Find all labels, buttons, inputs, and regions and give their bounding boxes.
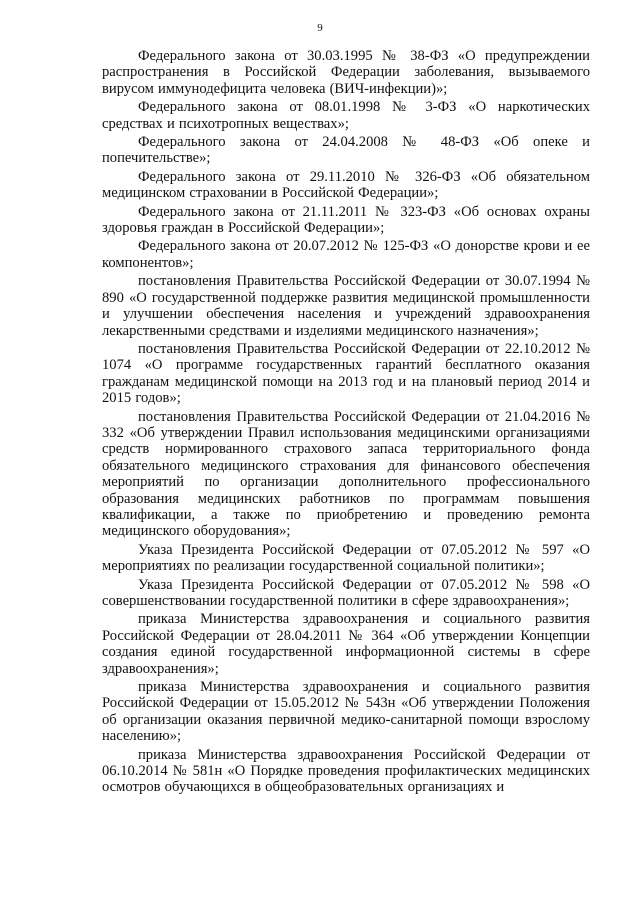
paragraph-decree-1074: постановления Правительства Российской Федерации от 22.10.2012 № 1074 «О программе государственных гарантий бесплатного оказания гражданам медицинской помощи на 2013 год и на плановый период 2014 и 2015 годов»; bbox=[102, 340, 590, 407]
paragraph-edict-598: Указа Президента Российской Федерации от 07.05.2012 № 598 «О совершенствовании государственной политики в сфере здравоохранения»; bbox=[102, 576, 590, 609]
paragraph-law-48fz: Федерального закона от 24.04.2008 № 48-ФЗ «Об опеке и попечительстве»; bbox=[102, 134, 590, 167]
paragraph-decree-332: постановления Правительства Российской Федерации от 21.04.2016 № 332 «Об утверждении Правил использования медицинскими организациями средств нормированного страхового запаса территориального фонда обязательного медицинского страхования для финансового обеспечения мероприятий по организации дополнительного профессионального образования медицинских работников по программам повышения квалификации, а также по приобретению и проведению ремонта медицинского оборудования»; bbox=[102, 408, 590, 540]
paragraph-order-581n: приказа Министерства здравоохранения Российской Федерации от 06.10.2014 № 581н «О Порядке проведения профилактических медицинских осмотров обучающихся в общеобразовательных организациях и bbox=[102, 746, 590, 796]
paragraph-order-543n: приказа Министерства здравоохранения и социального развития Российской Федерации от 15.05.2012 № 543н «Об утверждении Положения об организации оказания первичной медико-санитарной помощи взрослому населению»; bbox=[102, 679, 590, 745]
paragraph-law-326fz: Федерального закона от 29.11.2010 № 326-ФЗ «Об обязательном медицинском страховании в Российской Федерации»; bbox=[102, 168, 590, 202]
paragraph-order-364: приказа Министерства здравоохранения и социального развития Российской Федерации от 28.04.2011 № 364 «Об утверждении Концепции создания единой государственной информационной системы в сфере здравоохранения»; bbox=[102, 611, 590, 677]
paragraph-law-323fz: Федерального закона от 21.11.2011 № 323-ФЗ «Об основах охраны здоровья граждан в Российской Федерации»; bbox=[102, 203, 590, 237]
paragraph-law-125fz: Федерального закона от 20.07.2012 № 125-ФЗ «О донорстве крови и ее компонентов»; bbox=[102, 238, 590, 271]
page-number: 9 bbox=[317, 22, 323, 34]
paragraph-decree-890: постановления Правительства Российской Федерации от 30.07.1994 № 890 «О государственной поддержке развития медицинской промышленности и улучшении обеспечения населения и учреждений здравоохранения лекарственными средствами и изделиями медицинского назначения»; bbox=[102, 273, 590, 339]
document-body bbox=[102, 48, 590, 798]
paragraph-law-38fz: Федерального закона от 30.03.1995 № 38-ФЗ «О предупреждении распространения в Российской Федерации заболевания, вызываемого вирусом иммунодефицита человека (ВИЧ-инфекции)»; bbox=[102, 48, 590, 97]
paragraph-law-3fz: Федерального закона от 08.01.1998 № 3-ФЗ «О наркотических средствах и психотропных веществах»; bbox=[102, 99, 590, 132]
paragraph-edict-597: Указа Президента Российской Федерации от 07.05.2012 № 597 «О мероприятиях по реализации государственной социальной политики»; bbox=[102, 541, 590, 575]
